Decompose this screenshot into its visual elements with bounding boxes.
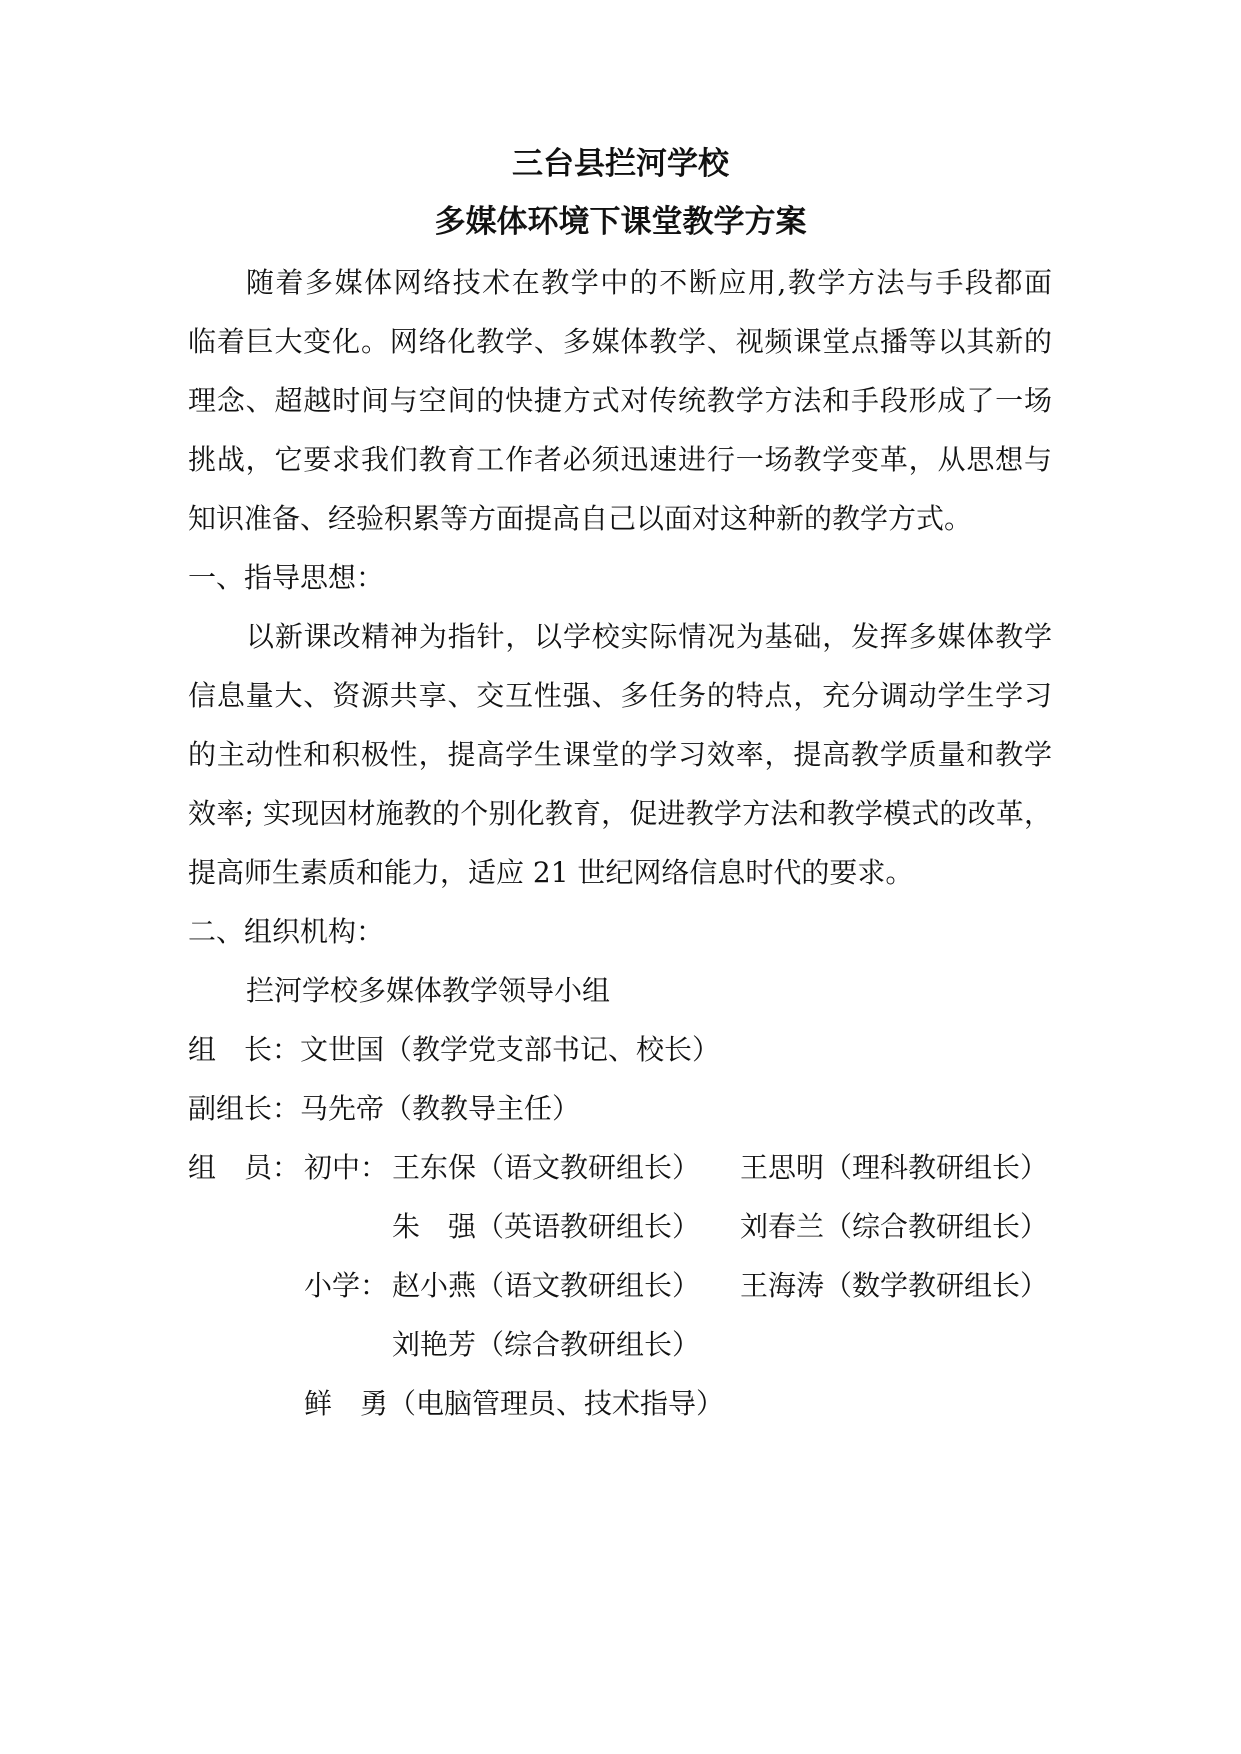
section-1-line-1: 以新课改精神为指针，以学校实际情况为基础，发挥多媒体教学 — [246, 620, 1052, 653]
section-2-heading: 二、组织机构： — [188, 915, 385, 948]
document-title-plan: 多媒体环境下课堂教学方案 — [434, 204, 807, 240]
section-1-line-2: 信息量大、资源共享、交互性强、多任务的特点，充分调动学生学习 — [188, 679, 1052, 712]
intro-line-2: 临着巨大变化。网络化教学、多媒体教学、视频课堂点播等以其新的 — [188, 325, 1052, 358]
section-1-heading: 一、指导思想： — [188, 561, 385, 594]
section-1-line-3: 的主动性和积极性，提高学生课堂的学习效率，提高教学质量和教学 — [188, 738, 1052, 771]
primary-member-3: 刘艳芳（综合教研组长） — [392, 1328, 701, 1361]
junior-member-3: 朱 强（英语教研组长） — [392, 1210, 701, 1243]
section-1-line-4: 效率; 实现因材施教的个别化教育，促进教学方法和教学模式的改革， — [188, 797, 1052, 830]
leader-line: 组 长：文世国（教学党支部书记、校长） — [188, 1033, 721, 1066]
intro-line-5: 知识准备、经验积累等方面提高自己以面对这种新的教学方式。 — [188, 502, 973, 535]
vice-leader-line: 副组长：马先帝（教教导主任） — [188, 1092, 581, 1125]
group-name: 拦河学校多媒体教学领导小组 — [246, 974, 611, 1007]
primary-member-2: 王海涛（数学教研组长） — [740, 1269, 1049, 1302]
junior-member-2: 王思明（理科教研组长） — [740, 1151, 1049, 1184]
section-1-line-5: 提高师生素质和能力，适应 21 世纪网络信息时代的要求。 — [188, 856, 914, 889]
primary-member-1: 赵小燕（语文教研组长） — [392, 1269, 701, 1302]
members-label: 组 员： — [188, 1151, 301, 1184]
intro-line-3: 理念、超越时间与空间的快捷方式对传统教学方法和手段形成了一场 — [188, 384, 1052, 417]
primary-label: 小学： — [304, 1269, 389, 1302]
intro-line-1: 随着多媒体网络技术在教学中的不断应用,教学方法与手段都面 — [246, 266, 1052, 299]
junior-label: 初中： — [304, 1151, 389, 1184]
tech-support-line: 鲜 勇（电脑管理员、技术指导） — [304, 1387, 725, 1420]
document-title-school: 三台县拦河学校 — [512, 146, 729, 182]
intro-line-4: 挑战，它要求我们教育工作者必须迅速进行一场教学变革，从思想与 — [188, 443, 1052, 476]
junior-member-4: 刘春兰（综合教研组长） — [740, 1210, 1049, 1243]
junior-member-1: 王东保（语文教研组长） — [392, 1151, 701, 1184]
